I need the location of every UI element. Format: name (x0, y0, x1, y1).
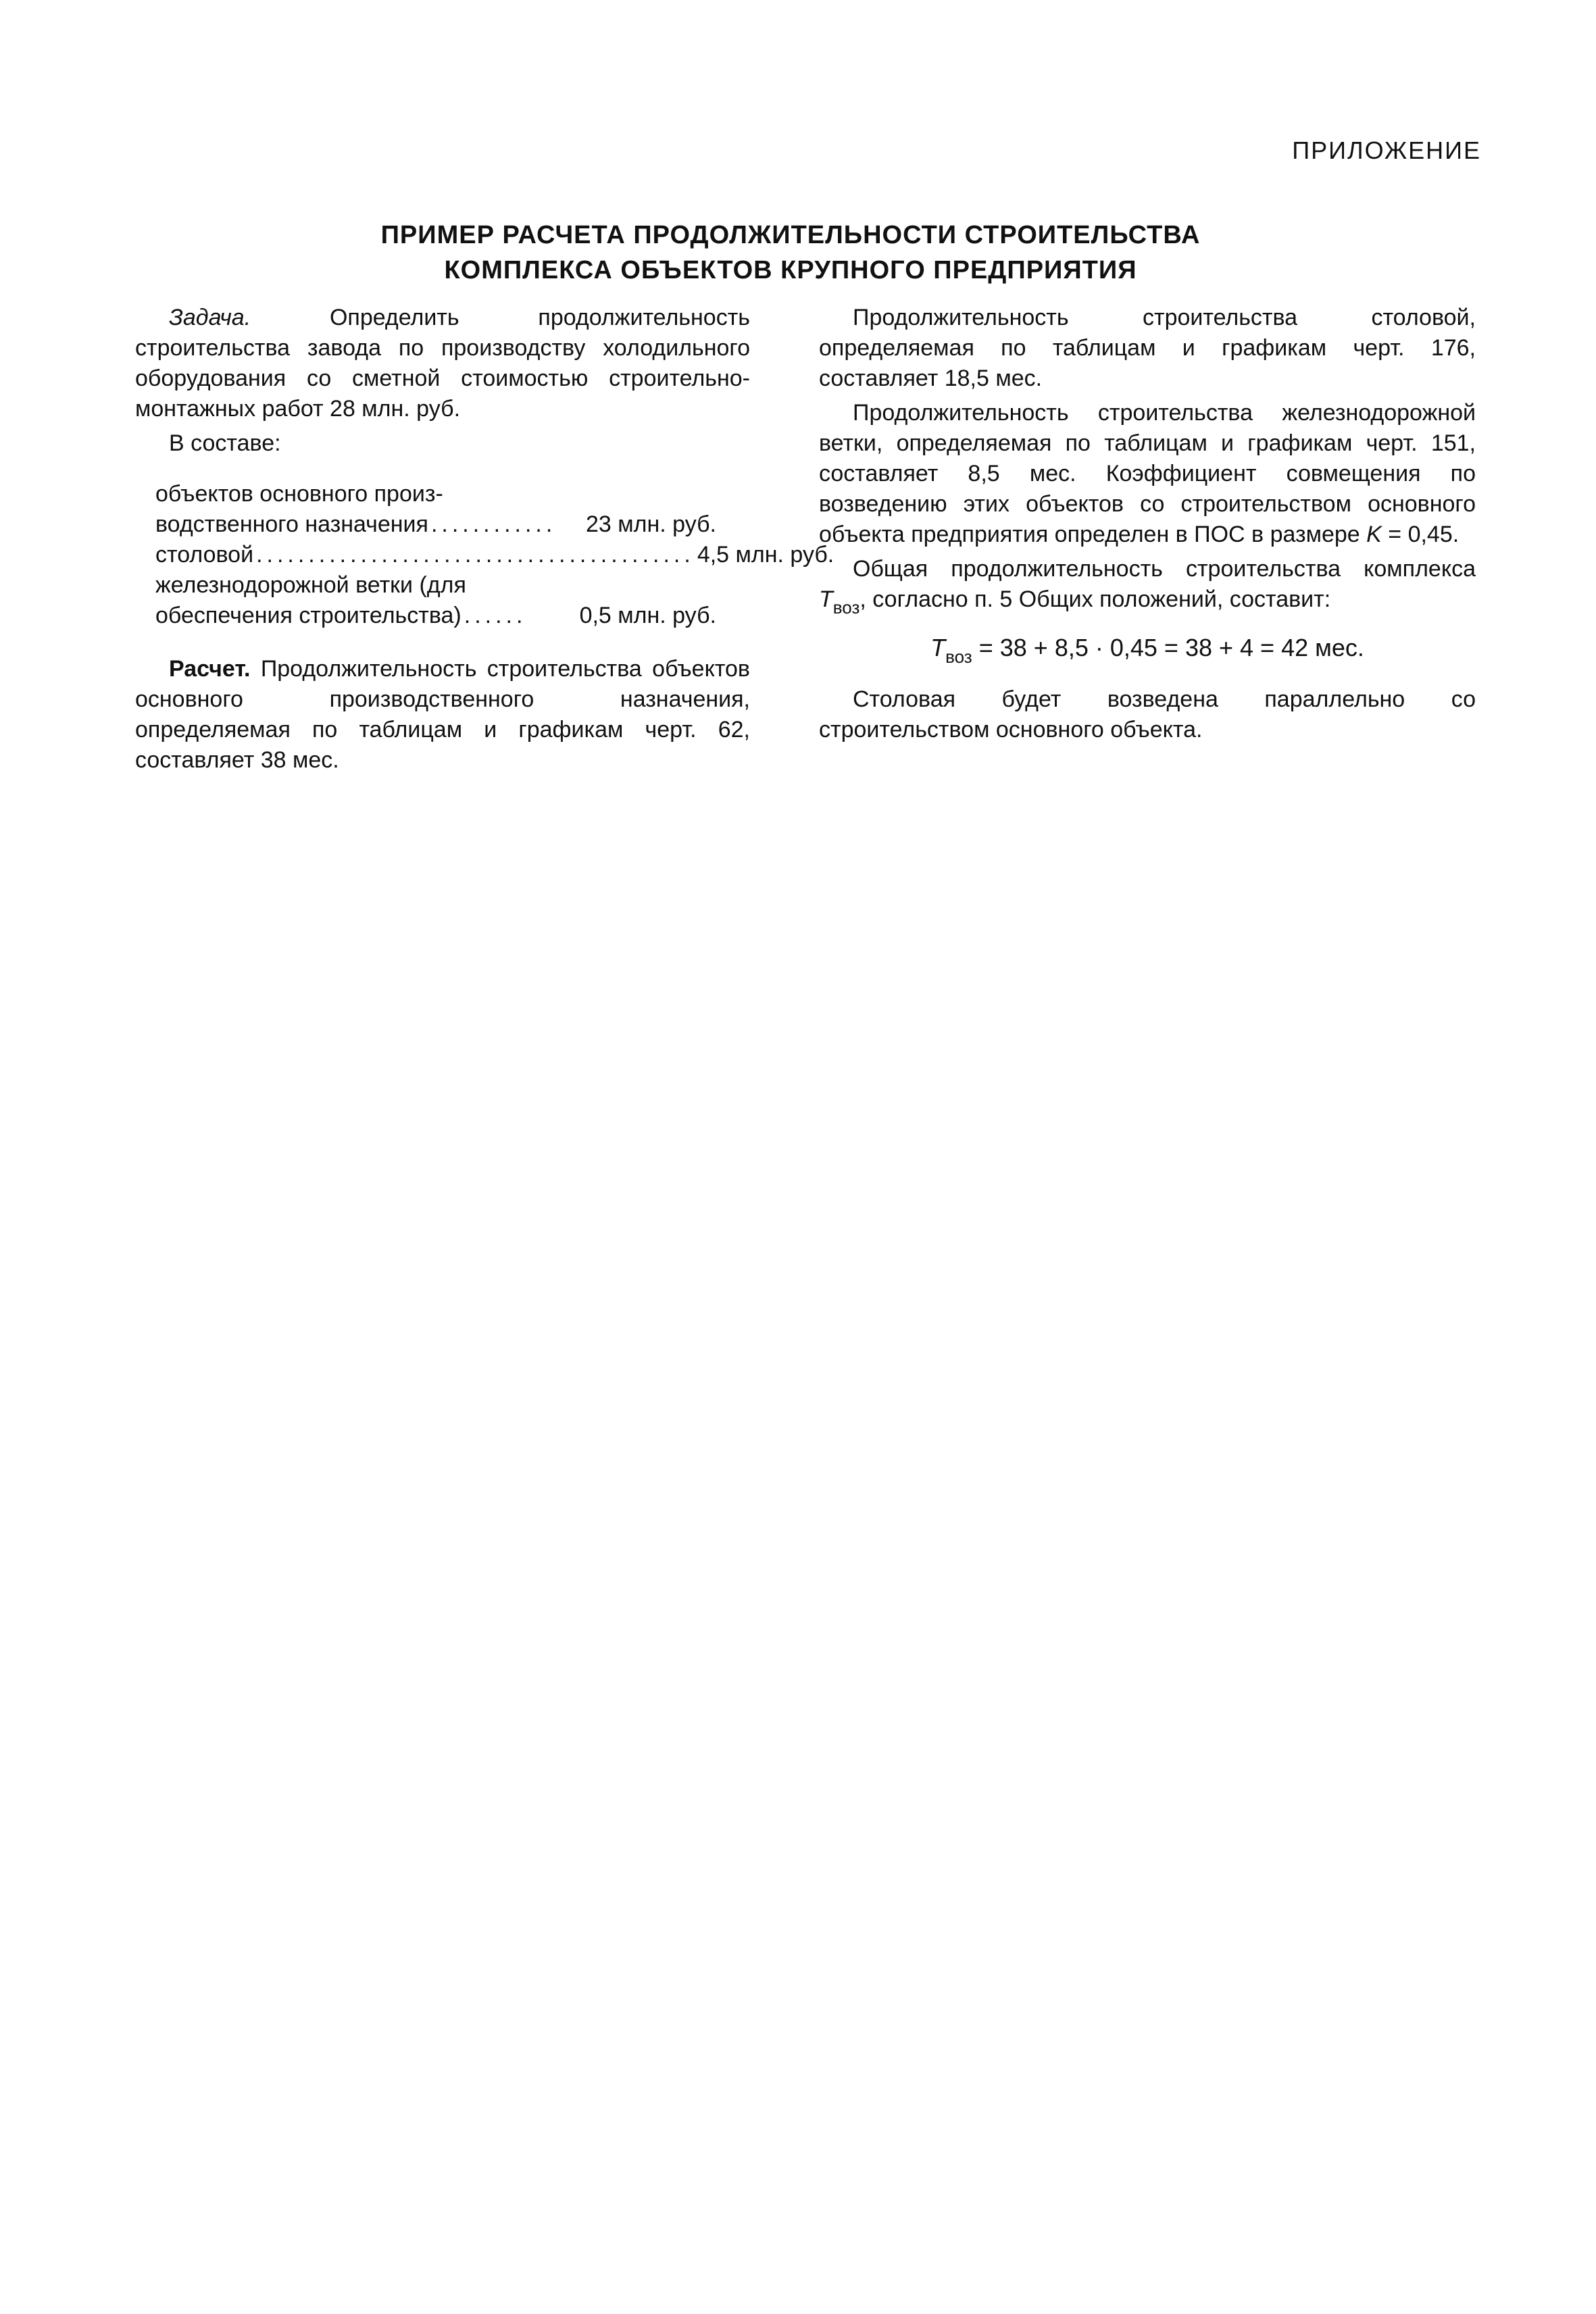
composition-list (155, 479, 834, 631)
calc-label: Расчет. (169, 656, 251, 682)
duration-formula (819, 632, 1476, 672)
calc-text: Продолжительность строительства объектов основного производственного назначения, определяемая по таблицам и графикам черт. 62, составляет 38 мес. (135, 656, 750, 773)
composition-item-2-label: столовой (155, 542, 254, 568)
conclusion-paragraph: Столовая будет возведена параллельно со строительством основного объекта. (819, 686, 1476, 743)
composition-item-1-value: 23 млн. руб. (586, 511, 716, 537)
formula-expression: = 38 + 8,5 · 0,45 = 38 + 4 = 42 мес. (972, 634, 1364, 661)
dining-duration-paragraph: Продолжительность строительства столовой, определяемая по таблицам и графикам черт. 176, составляет 18,5 мес. (819, 305, 1476, 391)
composition-item-2-value: 4,5 млн. руб. (697, 542, 834, 568)
appendix-label: ПРИЛОЖЕНИЕ (1292, 136, 1481, 164)
duration-subscript: воз (832, 597, 860, 618)
composition-item-2 (155, 540, 834, 570)
task-text: Определить продолжительность строительства завода по производству холодильного оборудования со сметной стоимостью строительно-монтажных работ 28 млн. руб. (135, 305, 750, 422)
calculation-paragraph (135, 654, 750, 776)
composition-item-1 (155, 509, 716, 540)
right-column (819, 303, 1476, 745)
leader-dots: ............ (430, 511, 557, 537)
leader-dots: ...... (464, 603, 527, 628)
composition-item-3 (155, 601, 716, 631)
railway-duration-paragraph: Продолжительность строительства железнодорожной ветки, определяемая по таблицам и графикам черт. 151, составляет 8,5 мес. Коэффициент совмещения по возведению этих объектов со строительством основного объекта предприятия определен в ПОС в размере K = 0,45. (819, 400, 1476, 547)
left-column (135, 303, 834, 776)
composition-item-3-line-1: железнодорожной ветки (для (155, 572, 466, 598)
composition-intro: В составе: (169, 430, 281, 456)
title-line-2: КОМПЛЕКСА ОБЪЕКТОВ КРУПНОГО ПРЕДПРИЯТИЯ (444, 256, 1137, 284)
coefficient-symbol: K (1366, 522, 1382, 547)
task-paragraph (135, 303, 750, 424)
document-title (122, 218, 1460, 288)
formula-symbol: T (930, 634, 946, 661)
formula-subscript: воз (945, 647, 972, 667)
leader-dots: .......................................... (256, 542, 695, 568)
title-line-1: ПРИМЕР РАСЧЕТА ПРОДОЛЖИТЕЛЬНОСТИ СТРОИТЕЛЬСТВА (380, 221, 1201, 249)
composition-item-1-label: водственного назначения (155, 511, 428, 537)
composition-item-3-label: обеспечения строительства) (155, 603, 462, 628)
duration-symbol: T (819, 586, 833, 612)
composition-item-1-line-1: объектов основного произ- (155, 481, 443, 507)
total-duration-paragraph: Общая продолжительность строительства комплекса $T_{воз}$, согласно п. 5 Общих положений, составит: (819, 556, 1476, 618)
composition-item-3-value: 0,5 млн. руб. (579, 603, 716, 628)
task-label: Задача. (169, 305, 251, 330)
